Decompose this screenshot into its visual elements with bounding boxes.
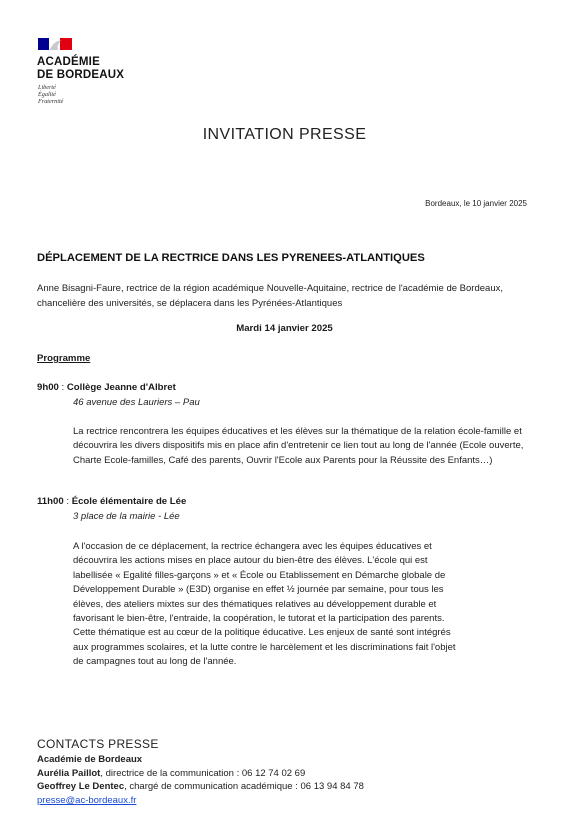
- description-line: A l'occasion de ce déplacement, la rectrice échangera avec les équipes éducatives et: [73, 541, 432, 552]
- motto-line: Liberté: [38, 84, 56, 91]
- slot-description: [73, 540, 531, 670]
- slot-description: La rectrice rencontrera les équipes éducatives et les élèves sur la thématique de la relation école-famille et découvrira les divers dispositifs mis en place afin d'entretenir ce lien tout au long de l'année (Ecole ouverte, Charte Ecole-familles, Café des parents, Ouvrir l'Ecole aux Parents pour la Réussite des Enfants…): [73, 426, 524, 466]
- slot-header: [37, 382, 176, 393]
- description-line: découvrira les actions mises en place autour du bien-être des élèves. L'école qui est: [73, 555, 428, 567]
- description-line: élèves, des ateliers mixtes sur des thématiques relatives au développement durable et: [73, 598, 437, 610]
- event-date: Mardi 14 janvier 2025: [236, 323, 333, 334]
- document-title: INVITATION PRESSE: [202, 126, 367, 143]
- slot-place: Collège Jeanne d'Albret: [66, 382, 176, 393]
- logo-text-line1: ACADÉMIE: [37, 56, 100, 68]
- contact-person: [37, 781, 364, 792]
- slot-time: 9h00: [37, 382, 59, 393]
- contacts-title: CONTACTS PRESSE: [37, 737, 159, 751]
- description-line: de campagnes tout au long de l'année.: [73, 656, 237, 668]
- event-heading: DÉPLACEMENT DE LA RECTRICE DANS LES PYRENEES-ATLANTIQUES: [37, 252, 425, 264]
- description-line: labellisée « Egalité filles-garçons » et « École ou Etablissement en Démarche globale de: [73, 569, 446, 581]
- contact-name: Geoffrey Le Dentec: [37, 781, 125, 792]
- motto-line: Fraternité: [38, 98, 64, 105]
- contact-org-name: Académie de Bordeaux: [37, 754, 143, 765]
- programme-title: Programme: [37, 353, 91, 364]
- contact-role: , directrice de la communication : 06 12 74 02 69: [100, 768, 306, 779]
- slot-separator: :: [58, 382, 67, 393]
- slot-place: École élémentaire de Lée: [71, 496, 187, 507]
- slot-header: [37, 496, 186, 507]
- slot-address: 3 place de la mairie - Lée: [73, 511, 180, 522]
- press-email-link[interactable]: presse@ac-bordeaux.fr: [37, 795, 137, 806]
- description-line: aux programmes scolaires, et la lutte contre le harcèlement et les discriminations fait l'objet: [73, 641, 456, 653]
- description-line: Cette thématique est au cœur de la politique éducative. Les enjeux de santé sont intégrés: [73, 627, 451, 639]
- description-line: Développement Durable » (E3D) organise en effet ½ journée par semaine, pour tous les: [73, 584, 444, 596]
- motto-line: Égalité: [38, 91, 56, 98]
- contact-person: [37, 768, 305, 779]
- logo-text-line2: DE BORDEAUX: [37, 69, 125, 81]
- slot-time: 11h00: [37, 496, 64, 507]
- slot-address: 46 avenue des Lauriers – Pau: [73, 397, 200, 408]
- document-date: Bordeaux, le 10 janvier 2025: [425, 199, 527, 208]
- description-line: favorisant le bien-être, l'entraide, la coopération, le tutorat et la participation des parents.: [73, 613, 445, 625]
- contact-org: [37, 754, 142, 765]
- slot-separator: :: [63, 496, 72, 507]
- contact-role: , chargé de communication académique : 06 13 94 84 78: [124, 781, 364, 792]
- intro-paragraph: Anne Bisagni-Faure, rectrice de la région académique Nouvelle-Aquitaine, rectrice de l'académie de Bordeaux, chancelière des universités, se déplacera dans les Pyrénées-Atlantiques: [37, 283, 503, 309]
- marianne-flag-logo: [38, 38, 72, 50]
- contact-name: Aurélia Paillot: [37, 768, 101, 779]
